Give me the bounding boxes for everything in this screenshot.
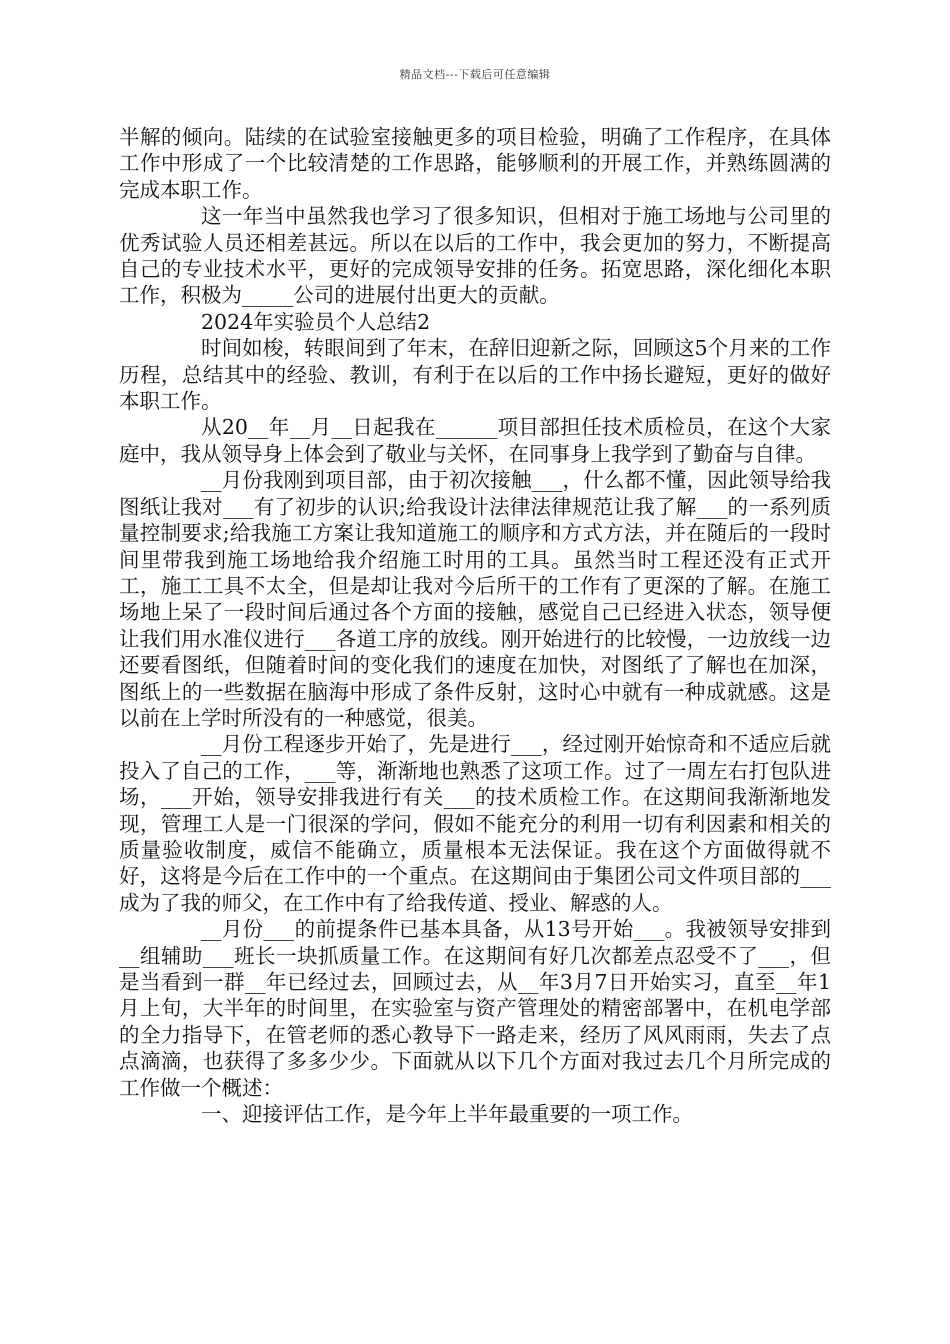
section-heading: 2024年实验员个人总结2 (201, 309, 431, 334)
paragraph: __月份工程逐步开始了，先是进行___，经过刚开始惊奇和不适应后就投入了自己的工作，___等，渐渐地也熟悉了这项工作。过了一周左右打包队进场，___开始，领导安排我进行有关___的技术质检工作。在这期间我渐渐地发现，管理工人是一门很深的学问，假如不能充分的利用一切有利因素和相关的质量验收制度，威信不能确立，质量根本无法保证。我在这个方面做得就不好，这将是今后在工作中的一个重点。在这期间由于集团公司文件项目部的___成为了我的师父，在工作中有了给我传道、授业、解惑的人。 (119, 732, 831, 915)
paragraph: __月份___的前提条件已基本具备，从13号开始___。我被领导安排到__组辅助___班长一块抓质量工作。在这期间有好几次都差点忍受不了___，但是当看到一群__年已经过去，回顾过去，从__年3月7日开始实习，直至__年1月上旬，大半年的时间里，在实验室与资产管理处的精密部署中，在机电学部的全力指导下，在管老师的悉心教导下一路走来，经历了风风雨雨，失去了点点滴滴，也获得了多多少少。下面就从以下几个方面对我过去几个月所完成的工作做一个概述： (119, 917, 831, 1100)
paragraph: 这一年当中虽然我也学习了很多知识，但相对于施工场地与公司里的优秀试验人员还相差甚远。所以在以后的工作中，我会更加的努力，不断提高自己的专业技术水平，更好的完成领导安排的任务。拓宽思路，深化细化本职工作，积极为_____公司的进展付出更大的贡献。 (119, 204, 831, 308)
paragraph: 时间如梭，转眼间到了年末，在辞旧迎新之际，回顾这5个月来的工作历程，总结其中的经验、教训，有利于在以后的工作中扬长避短，更好的做好本职工作。 (119, 336, 831, 414)
document-body (119, 124, 831, 1127)
paragraph: 半解的倾向。陆续的在试验室接触更多的项目检验，明确了工作程序，在具体工作中形成了一个比较清楚的工作思路，能够顺利的开展工作，并熟练圆满的完成本职工作。 (119, 125, 831, 202)
paragraph: 一、迎接评估工作，是今年上半年最重要的一项工作。 (201, 1102, 693, 1127)
paragraph: 从20__年__月__日起我在______项目部担任技术质检员，在这个大家庭中，我从领导身上体会到了敬业与关怀，在同事身上我学到了勤奋与自律。 (119, 415, 831, 466)
page-header: 精品文档---下载后可任意编辑 (399, 68, 551, 81)
paragraph: __月份我刚到项目部，由于初次接触___，什么都不懂，因此领导给我图纸让我对___有了初步的认识;给我设计法律法律规范让我了解___的一系列质量控制要求;给我施工方案让我知道施工的顺序和方式方法，并在随后的一段时间里带我到施工场地给我介绍施工时用的工具。虽然当时工程还没有正式开工，施工工具不太全，但是却让我对今后所干的工作有了更深的了解。在施工场地上呆了一段时间后通过各个方面的接触，感觉自己已经进入状态，领导便让我们用水准仪进行___各道工序的放线。刚开始进行的比较慢，一边放线一边还要看图纸，但随着时间的变化我们的速度在加快，对图纸了了解也在加深，图纸上的一些数据在脑海中形成了条件反射，这时心中就有一种成就感。这是以前在上学时所没有的一种感觉，很美。 (119, 468, 831, 730)
